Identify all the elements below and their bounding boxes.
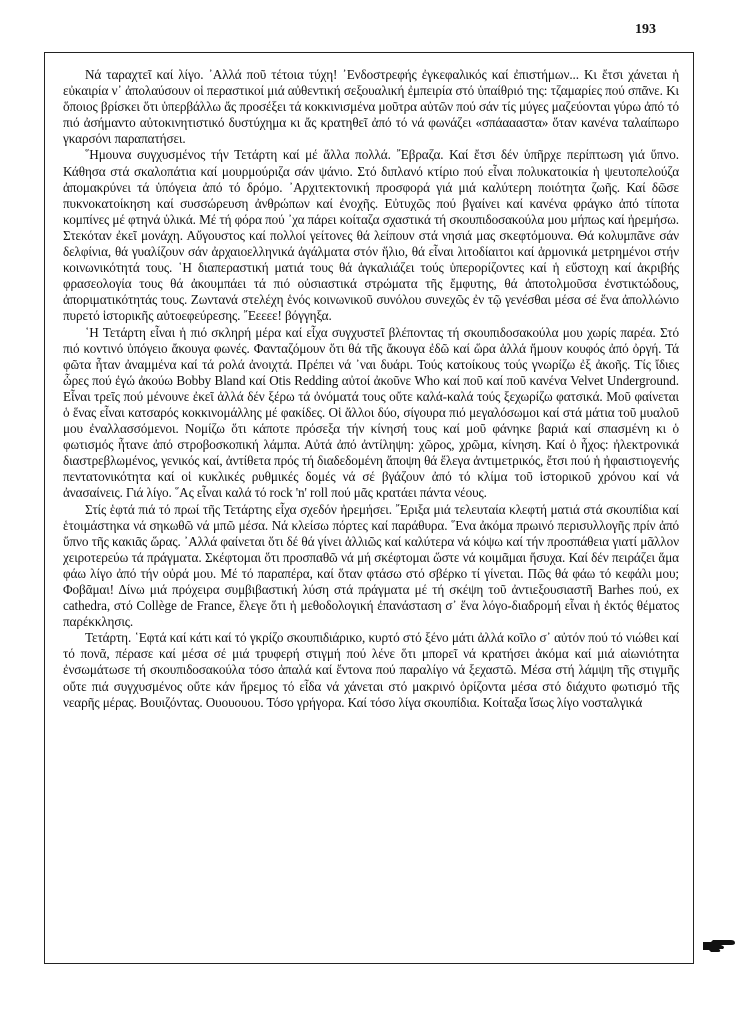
text-frame (44, 52, 694, 964)
paragraph-2: ῞Ημουνα συγχυσμένος τήν Τετάρτη καί μέ ἄλλα πολλά. ῎Εβραζα. Καί ἔτσι δέν ὑπῆρχε περίπτωση γιά ὕπνο. Κάθησα στά σκαλοπάτια καί μουρμούριζα σάν ψάνιο. Στό διπλανό κτίριο πού εἶναι πολυκατοικία ἡ ψευτοπελούζα ἀπομακρύνει τά ὑπόγεια ἀπό τό δρόμο. ᾽Αρχιτεκτονική προσφορά γιά μιά καλύτερη ποιότητα ζωῆς. Καί δῶσε πυκνοκατοίκηση καί συσσώρευση ἀνθρώπων καί ἐνοχῆς. Εὐτυχῶς πού βγαίνει καί κανένα φράγκο ἀπό τίποτα κομπίνες μέ φτηνά ὑλικά. Μέ τή φόρα πού ᾽χα πάρει κοίταζα σχαστικά τή σκουπιδοσακούλα μου μήπως καί ἠρεμήσω. Στεκόταν ἐκεῖ μονάχη. Αὔγουστος καί πολλοί γείτονες θά λείπουν στά νησιά μας σκεφτόμουνα. Θά κολυμπᾶνε σάν δελφίνια, θά γυαλίζουν σάν ἀρχαιοελληνικά ἀγάλματα στόν ἥλιο, θά εἶναι λιτοδίαιτοι καί ἁρμονικά μετρημένοι στήν κοινωνικότητά τους. ῾Η διαπεραστική ματιά τους θά ἀγκαλιάζει τούς ὑπερορίζοντες καί ἡ εὔστοχη καί ἀκριβής φρασεολογία τους θά ἀκουμπάει τά πιό οὐσιαστικά στρώματα τῆς ἔμφυτης, θά ἀποτολμοῦσα ἐνστικτώδους, ἀποριματικότητάς τους. Ζωντανά στελέχη ἑνός κοινωνικοῦ συνόλου συνεχῶς ἐν τῷ γενέσθαι μέσα σέ ἕνα ἀπολλώνιο πυρετό ἱστορικῆς αὐτοεφεύρεσης. ῎Εεεεε! βόγγηξα. (63, 147, 679, 324)
paragraph-1: Νά ταραχτεῖ καί λίγο. ᾽Αλλά ποῦ τέτοια τύχη! ᾽Ενδοστρεφής ἐγκεφαλικός καί ἐπιστήμων... Κι ἔτσι χάνεται ἡ εὐκαιρία ν᾽ ἀπολαύσουν οἱ περαστικοί μιά αὐθεντική σεξουαλική ἐμπειρία στό ὑπαίθριό της: τζαμαρίες πού σπᾶνε. Κι ὅποιος βρίσκει ὅτι ὑπερβάλλω ἄς προσέξει τά κοκκινισμένα μοῦτρα αὐτῶν πού σάν τίς μύγες μαζεύονται γύρω ἀπό τό πιό ἀσήμαντο αὐτοκινητιστικό δυστύχημα κι ἄς κρατηθεῖ ἀπό τό νά φωνάζει «σπάαααστα» ὅταν κανένα ταλαίπωρο γκαρσόνι παραπατήσει. (63, 67, 679, 147)
paragraph-5: Τετάρτη. ῾Εφτά καί κάτι καί τό γκρίζο σκουπιδιάρικο, κυρτό στό ξένο μάτι ἀλλά κοῖλο σ᾽ αὐτόν πού τό νιώθει καί τό πονᾶ, πέρασε καί μέσα σέ μιά τρυφερή στιγμή πού λένε ὅτι μπορεῖ νά κρατήσει ἀκόμα καί μιά αἰωνιότητα ἐνσωμάτωσε τή σκουπιδοσακούλα τόσο ἁπαλά καί ἔντονα πού παραλίγο νά ξεχαστῶ. Μέσα στή λάμψη τῆς στιγμῆς οὔτε πιά συγχυσμένος οὔτε κάν ἤρεμος τό εἶδα νά χάνεται στό μακρινό ὁρίζοντα μέσα στό διάχυτο φωτισμό τῆς νεαρῆς μέρας. Βουιζόντας. Ουουουου. Τόσο γρήγορα. Καί τόσο λίγα σκουπίδια. Κοίταξα ἴσως λίγο νοσταλγικά (63, 630, 679, 710)
page-number: 193 (635, 22, 656, 37)
pointing-hand-icon (701, 938, 737, 954)
paragraph-4: Στίς ἑφτά πιά τό πρωί τῆς Τετάρτης εἶχα σχεδόν ἠρεμήσει. ῎Εριξα μιά τελευταία κλεφτή ματιά στά σκουπίδια καί ἑτοιμάστηκα νά σηκωθῶ νά μπῶ μέσα. Νά κλείσω πόρτες καί παράθυρα. ῞Ενα ἀκόμα πρωινό περισυλλογῆς πρίν ἀπό ὕπνο τῆς κακιᾶς ὥρας. ᾽Αλλά φαίνεται ὅτι δέ θά γίνει ἀλλιῶς καί καλύτερα νά κόψω καί τήν προσπάθεια γιατί μᾶλλον χειροτερεύω τά πράγματα. Σκέφτομαι ὅτι προσπαθῶ νά μή σκέφτομαι ὥστε νά κοιμᾶμαι ἥσυχα. Καί δέν πειράζει ἅμα φάω λίγο ἀπό τήν οὐρά μου. Μέ τό παραπέρα, καί ὅταν φτάσω στό σβέρκο τί γίνεται. Πῶς θά φάω τό κεφάλι μου; Φοβᾶμαι! Δίνω μιά πρόχειρα συμβιβαστική λύση στά πράγματα μέ τή σκέψη τοῦ ἀντιεξουσιαστῆ Barhes πού, ex cathedra, στό Collège de France, ἔλεγε ὅτι ἡ μεθοδολογική ἐπανάσταση σ᾽ ἕνα λόγο-διαδρομή εἶναι ἡ ἐκτός θέματος παρέκκλησις. (63, 501, 679, 630)
paragraph-3: ῾Η Τετάρτη εἶναι ἡ πιό σκληρή μέρα καί εἶχα συγχυστεῖ βλέποντας τή σκουπιδοσακούλα μου χωρίς παρέα. Στό πιό κοντινό ὑπόγειο ἄκουγα φωνές. Φανταζόμουν ὅτι θά τῆς ἄκουγα ἐδῶ καί ὥρα ἀλλά ἤμουν κουφός ἀπό ὀργή. Τά φῶτα ἦταν ἀναμμένα καί τά ρολά ἀνοιχτά. Πρέπει νά ᾽ναι δυάρι. Τούς κατοίκους τούς γνωρίζω ἐξ ἀκοῆς. Τίς ἴδιες ὧρες πού ἐγώ ἀκούω Bobby Bland καί Otis Redding αὐτοί ἀκοῦνε Who καί ποῦ καί ποῦ κανένα Velvet Underground. Εἶναι τρεῖς πού μένουνε ἐκεῖ ἀλλά δέν ξέρω τά ὀνόματά τους οὔτε καλά-καλά τούς ξεχωρίζω φατσικά. Μοῦ φαίνεται ὁ ἕνας εἶναι κατσαρός κοκκινομάλλης μέ φακίδες. Οἱ ἄλλοι δύο, σίγουρα πιό μεγαλόσωμοι καί στά μάτια τοῦ μυαλοῦ μου ἐναλλασσόμενοι. Νομίζω ὅτι κάποτε πρόσεξα τήν κίνησή τους καί μοῦ φάνηκε βαριά καί σπασμένη κι ὁ φωτισμός ἦτανε ἀπό στροβοσκοπική λάμπα. Αὐτά ἀπό ἀντίληψη: χῶρος, χρῶμα, κίνηση. Καί ὁ ἦχος: ἠλεκτρονικά διαστρεβλωμένος, γενικός καί, ἀντίθετα πρός τή διαδεδομένη ἄποψη θά ἔλεγα ἀντιμετρικός, ἔτσι πού ἡ ἠφαιστιογενής πεντατονικότητα καί οἱ κυκλικές ρυθμικές δομές νά σέ βγάζουν ἀπό τό κλίμα τοῦ ἱστορικοῦ χρόνου καί νά ἀνασαίνεις. Γιά λίγο. ῞Ας εἶναι καλά τό rock 'n' roll πού μᾶς κρατάει πάντα νέους. (63, 324, 679, 501)
